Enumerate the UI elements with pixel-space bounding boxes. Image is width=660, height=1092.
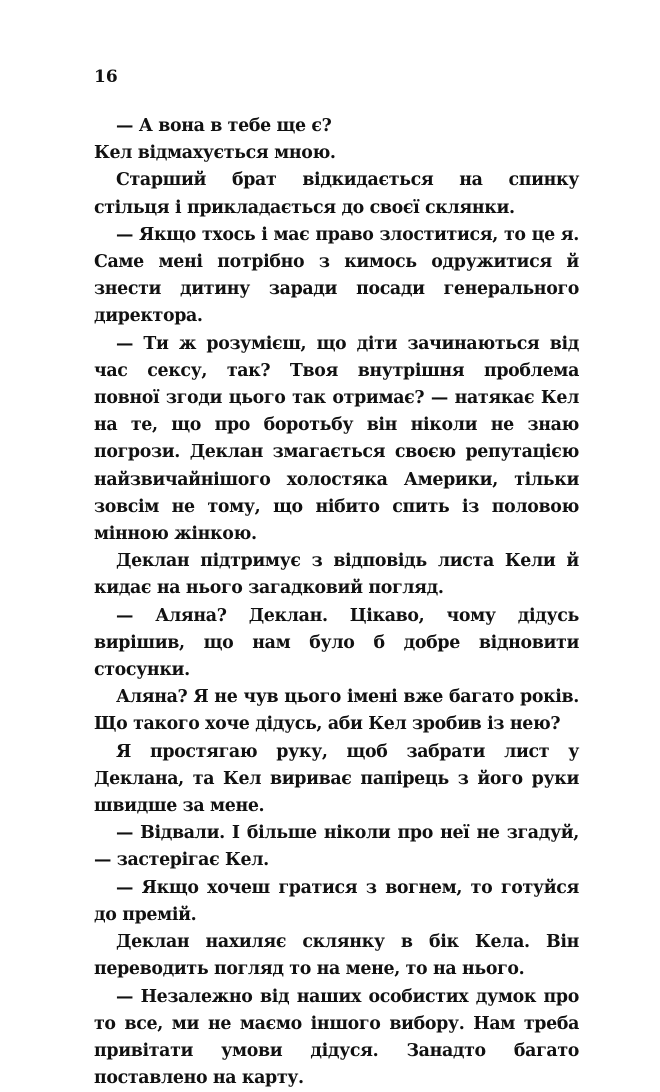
page-number: 16 — [94, 69, 118, 86]
paragraph: Деклан підтримує з відповідь листа Кели й кидає на нього загадковий погляд. — [94, 548, 579, 602]
paragraph: — Якщо хочеш гратися з вогнем, то готуйся до премій. — [94, 875, 579, 929]
paragraph: Кел відмахується мною. — [94, 140, 579, 167]
paragraph: — А вона в тебе ще є? — [94, 113, 579, 140]
paragraph: — Аляна? Деклан. Цікаво, чому дідусь вирішив, що нам було б добре відновити стосунки. — [94, 603, 579, 685]
paragraph: Аляна? Я не чув цього імені вже багато років. Що такого хоче дідусь, аби Кел зробив із нею? — [94, 684, 579, 738]
paragraph: — Відвали. І більше ніколи про неї не згадуй, — застерігає Кел. — [94, 820, 579, 874]
body-text — [94, 113, 579, 1092]
paragraph: — Ти ж розумієш, що діти зачинаються від час сексу, так? Твоя внутрішня проблема повної згоди цього так отримає? — натякає Кел на те, що про боротьбу він ніколи не знаю погрози. Деклан змагається своєю репутацією найзвичайнішого холостяка Америки, тільки зовсім не тому, що нібито спить із половою мінною жінкою. — [94, 331, 579, 549]
paragraph: Деклан нахиляє склянку в бік Кела. Він переводить погляд то на мене, то на нього. — [94, 929, 579, 983]
paragraph: Старший брат відкидається на спинку стільця і прикладається до своєї склянки. — [94, 167, 579, 221]
paragraph: — Незалежно від наших особистих думок про то все, ми не маємо іншого вибору. Нам треба привітати умови дідуся. Занадто багато поставлено на карту. — [94, 984, 579, 1092]
paragraph: — Якщо тхось і має право злоститися, то це я. Саме мені потрібно з кимось одружитися й знести дитину заради посади генерального директора. — [94, 222, 579, 331]
paragraph: Я простягаю руку, щоб забрати лист у Деклана, та Кел вириває папірець з його руки швидше за мене. — [94, 739, 579, 821]
